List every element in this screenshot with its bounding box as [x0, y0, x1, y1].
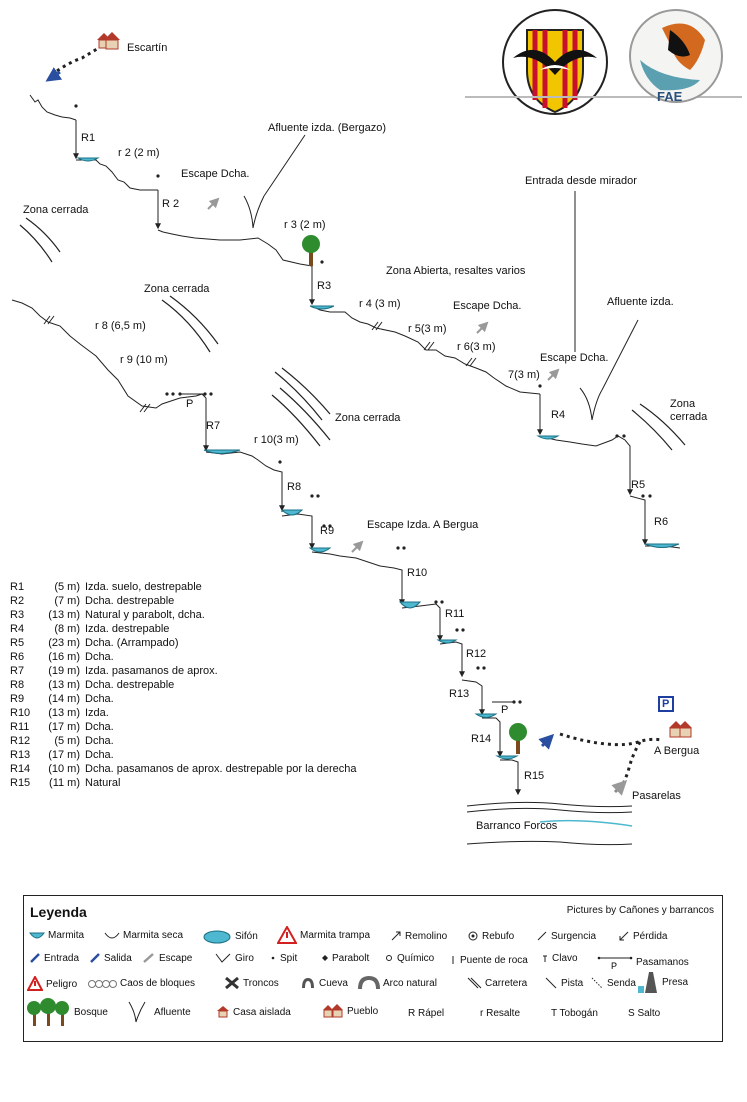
resalte-r10: r 10(3 m) — [254, 434, 299, 446]
legend-label: Carretera — [485, 977, 528, 989]
rappel-R9: R9 — [320, 525, 335, 537]
federation-logo — [503, 10, 607, 114]
legend-label: Puente de roca — [460, 954, 528, 966]
a-bergua-label: A Bergua — [654, 745, 700, 757]
list-item: R15 (11 m) Natural — [10, 777, 121, 789]
legend-label: Senda — [607, 977, 636, 989]
legend-label: Salida — [104, 952, 132, 964]
legend-label: Afluente — [154, 1006, 191, 1018]
resalte-r9: r 9 (10 m) — [120, 354, 168, 366]
legend-label: Giro — [235, 952, 254, 964]
zona-abierta-label: Zona Abierta, resaltes varios — [386, 265, 526, 277]
legend-marmita-seca — [104, 930, 183, 941]
escape-dcha-1-label: Escape Dcha. — [181, 168, 250, 180]
zona-cerrada-4a-label: Zona — [670, 398, 696, 410]
legend-casa-aislada — [216, 1006, 291, 1018]
parking-label: P — [662, 698, 670, 710]
start-village-label: Escartín — [127, 42, 168, 54]
legend-label: Escape — [159, 952, 193, 964]
rappel-R8: R8 — [287, 481, 302, 493]
legend-presa — [637, 970, 688, 994]
rappel-R7: R7 — [206, 420, 221, 432]
list-item: R8 (13 m) Dcha. destrepable — [10, 679, 175, 691]
legend-cueva — [300, 976, 348, 990]
legend-label: Pueblo — [347, 1005, 379, 1017]
legend-label: Clavo — [552, 952, 578, 964]
rappel-R14: R14 — [471, 733, 492, 745]
start-trail — [48, 46, 102, 80]
rappel-R11: R11 — [445, 608, 465, 620]
senda-icon — [590, 976, 604, 990]
legend-label: Sifón — [235, 930, 258, 942]
legend-label: Cueva — [319, 977, 348, 989]
list-item: R11 (17 m) Dcha. — [10, 721, 114, 733]
legend-escape — [142, 952, 192, 964]
legend-label: Caos de bloques — [120, 978, 196, 989]
legend-pasamanos — [597, 952, 689, 972]
legend-label: Pista — [561, 977, 584, 989]
resalte-r6: r 6(3 m) — [457, 341, 496, 353]
list-item: R3 (13 m) Natural y parabolt, dcha. — [10, 609, 205, 621]
legend-label: Troncos — [243, 977, 279, 989]
marmita-icon — [29, 931, 45, 941]
clavo-icon — [541, 952, 549, 964]
caos-bloques-icon — [87, 979, 117, 989]
legend-marmita — [29, 930, 84, 941]
legend-box — [23, 895, 723, 1042]
resalte-r3: r 3 (2 m) — [284, 219, 326, 231]
legend-rapel — [408, 1008, 444, 1019]
pueblo-icon — [322, 1004, 344, 1018]
escape-arrows — [208, 199, 558, 552]
resalte-r7: 7(3 m) — [508, 369, 540, 381]
rappel-R12: R12 — [466, 648, 487, 660]
sifon-icon — [202, 928, 232, 944]
parabolt-icon — [321, 952, 329, 964]
rappel-R3: R3 — [317, 280, 332, 292]
entrada-icon — [29, 952, 41, 964]
legend-salida — [89, 952, 132, 964]
legend-caos-de-bloques — [87, 978, 195, 989]
legend-afluente — [127, 1000, 191, 1024]
legend-label: Pasamanos — [636, 956, 689, 968]
legend-label: Arco natural — [383, 977, 437, 989]
zona-cerrada-4b-label: cerrada — [670, 411, 708, 423]
surgencia-icon — [536, 930, 548, 942]
escape-icon — [142, 952, 156, 964]
list-item: R14 (10 m) Dcha. pasamanos de aprox. destrepable por la derecha — [10, 763, 357, 775]
pasamanos-p-glyph: P — [611, 961, 618, 971]
resalte-r8: r 8 (6,5 m) — [95, 320, 146, 332]
carretera-icon — [466, 976, 482, 990]
rebufo-icon — [467, 930, 479, 942]
legend-resalte — [480, 1008, 520, 1019]
legend-carretera — [466, 976, 527, 990]
legend-label: Marmita trampa — [300, 929, 371, 941]
zona-cerrada-1-label: Zona cerrada — [23, 204, 89, 216]
legend-label: Pérdida — [633, 930, 668, 942]
legend-label: Surgencia — [551, 930, 597, 942]
marmita-seca-icon — [104, 931, 120, 941]
escape-dcha-2-label: Escape Dcha. — [453, 300, 522, 312]
legend-label: Casa aislada — [233, 1006, 291, 1018]
rappel-R1: R1 — [81, 132, 96, 144]
list-item: R6 (16 m) Dcha. — [10, 651, 114, 663]
legend-peligro — [27, 976, 77, 992]
legend-pista — [544, 976, 583, 990]
legend-parabolt — [321, 952, 369, 964]
legend-label: R Rápel — [408, 1008, 445, 1019]
legend-label: Peligro — [46, 978, 78, 990]
arco-natural-icon — [358, 976, 380, 990]
legend-quimico — [384, 952, 434, 964]
resalte-r5: r 5(3 m) — [408, 323, 447, 335]
legend-surgencia — [536, 930, 596, 942]
puente-roca-icon — [449, 954, 457, 966]
legend-label: Marmita — [48, 930, 85, 941]
list-item: R1 (5 m) Izda. suelo, destrepable — [10, 581, 202, 593]
legend-sifon — [202, 928, 258, 944]
legend-troncos — [224, 976, 279, 990]
legend-rebufo — [467, 930, 514, 942]
legend-label: Rebufo — [482, 930, 515, 942]
legend-label: Bosque — [74, 1006, 108, 1018]
entrada-mirador-label: Entrada desde mirador — [525, 175, 637, 187]
giro-icon — [214, 952, 232, 964]
list-item: R4 (8 m) Izda. destrepable — [10, 623, 170, 635]
legend-entrada — [29, 952, 79, 964]
spit-icon — [269, 952, 277, 964]
legend-label: Entrada — [44, 952, 80, 964]
quimico-icon — [384, 952, 394, 964]
pasamanos-p-marker: P — [186, 398, 194, 410]
legend-clavo — [541, 952, 578, 964]
rappel-R10: R10 — [407, 567, 428, 579]
salida-icon — [89, 952, 101, 964]
legend-tobogan — [551, 1008, 598, 1019]
legend-marmita-trampa — [277, 926, 370, 944]
afluente-bergazo-label: Afluente izda. (Bergazo) — [268, 122, 387, 134]
pista-icon — [544, 976, 558, 990]
legend-label: Marmita seca — [123, 930, 184, 941]
escape-dcha-3-label: Escape Dcha. — [540, 352, 609, 364]
list-item: R13 (17 m) Dcha. — [10, 749, 114, 761]
legend-bosque — [27, 996, 108, 1028]
legend-arco-natural — [358, 976, 437, 990]
fae-logo-text: FAE — [657, 89, 683, 104]
resalte-r2: r 2 (2 m) — [118, 147, 160, 159]
legend-senda — [590, 976, 636, 990]
pasarelas-label: Pasarelas — [632, 790, 681, 802]
bosque-icon — [27, 996, 71, 1028]
troncos-icon — [224, 976, 240, 990]
casa-aislada-icon — [216, 1006, 230, 1018]
legend-label: r Resalte — [480, 1008, 521, 1019]
presa-icon — [637, 970, 659, 994]
legend-title: Leyenda — [30, 904, 87, 920]
rappel-R6: R6 — [654, 516, 669, 528]
legend-label: S Salto — [628, 1008, 661, 1019]
legend-spit — [269, 952, 297, 964]
legend-credits: Pictures by Cañones y barrancos — [566, 905, 714, 916]
list-item: R12 (5 m) Dcha. — [10, 735, 114, 747]
pasamanos-p-marker-2: P — [501, 704, 509, 716]
legend-remolino — [390, 930, 447, 942]
pasamanos-icon — [597, 952, 633, 972]
zona-cerrada-3-label: Zona cerrada — [335, 412, 401, 424]
warning-icon — [277, 926, 297, 944]
rappel-R4: R4 — [551, 409, 566, 421]
legend-perdida — [618, 930, 667, 942]
afluente-icon — [127, 1000, 151, 1024]
exit-trail — [542, 734, 662, 792]
rappel-R15: R15 — [524, 770, 545, 782]
legend-puente-de-roca — [449, 954, 528, 966]
peligro-icon — [27, 976, 43, 992]
legend-label: Spit — [280, 952, 298, 964]
list-item: R10 (13 m) Izda. — [10, 707, 109, 719]
rappel-R13: R13 — [449, 688, 470, 700]
remolino-icon — [390, 930, 402, 942]
list-item: R9 (14 m) Dcha. — [10, 693, 114, 705]
legend-giro — [214, 952, 254, 964]
legend-label: Químico — [397, 952, 435, 964]
list-item: R5 (23 m) Dcha. (Arrampado) — [10, 637, 179, 649]
legend-pueblo — [322, 1004, 378, 1018]
legend-label: Presa — [662, 976, 689, 988]
perdida-icon — [618, 930, 630, 942]
rappel-description-list — [10, 580, 357, 790]
zona-cerrada-2-label: Zona cerrada — [144, 283, 210, 295]
barranco-forcos-label: Barranco Forcos — [476, 820, 558, 832]
list-item: R7 (19 m) Izda. pasamanos de aprox. — [10, 665, 218, 677]
legend-label: Parabolt — [332, 952, 370, 964]
resalte-r4: r 4 (3 m) — [359, 298, 401, 310]
cueva-icon — [300, 976, 316, 990]
legend-label: T Tobogán — [551, 1008, 598, 1019]
rappel-R5: R5 — [631, 479, 646, 491]
legend-label: Remolino — [405, 930, 448, 942]
legend-salto — [628, 1008, 660, 1019]
list-item: R2 (7 m) Dcha. destrepable — [10, 595, 175, 607]
afluente-izda-label: Afluente izda. — [607, 296, 674, 308]
rappel-R2: R 2 — [162, 198, 180, 210]
escape-izda-label: Escape Izda. A Bergua — [367, 519, 479, 531]
